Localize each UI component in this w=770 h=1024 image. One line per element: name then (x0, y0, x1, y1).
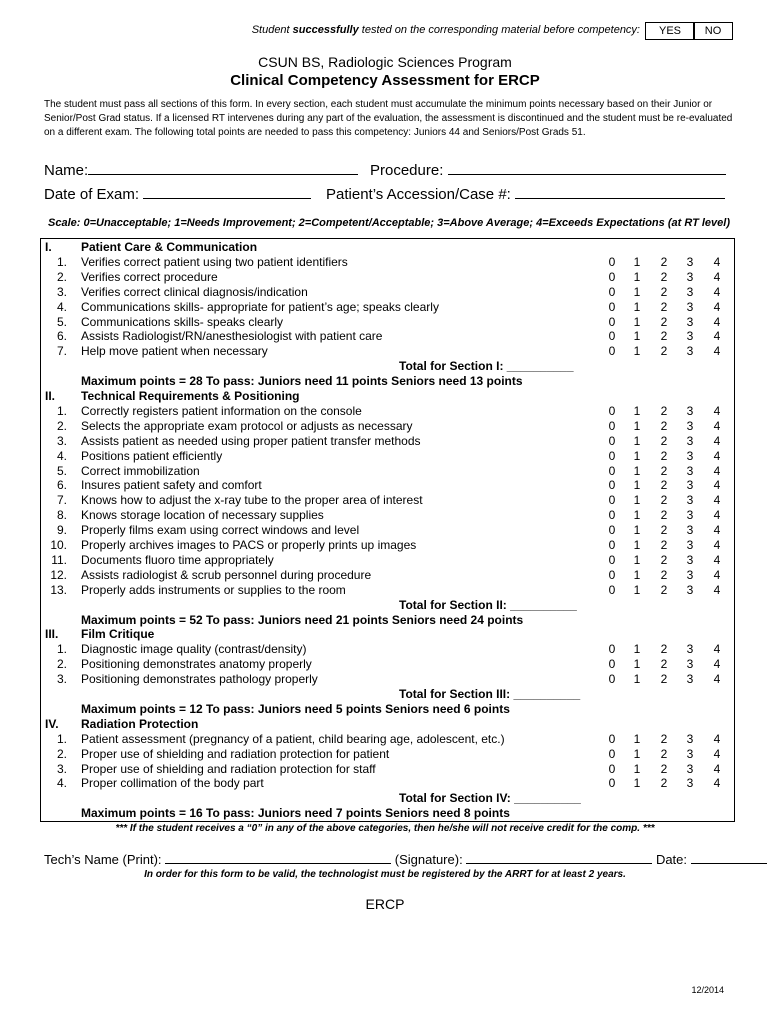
section-number: III. (45, 627, 59, 642)
criterion-text: Documents fluoro time appropriately (81, 552, 274, 567)
score-option-0[interactable]: 0 (608, 299, 616, 314)
criterion-text: Proper collimation of the body part (81, 776, 264, 791)
competency-question: Student successfully tested on the corresponding material before competency: (251, 24, 640, 36)
score-option-1[interactable]: 1 (633, 269, 641, 284)
section-max-points: Maximum points = 16 To pass: Juniors need 7 points Seniors need 8 points (81, 806, 510, 821)
score-option-2[interactable]: 2 (660, 418, 668, 433)
criterion-row (41, 300, 734, 315)
score-option-3[interactable]: 3 (686, 478, 694, 493)
score-option-4[interactable]: 4 (713, 657, 721, 672)
score-option-3[interactable]: 3 (686, 508, 694, 523)
criterion-text: Positioning demonstrates anatomy properly (81, 657, 312, 672)
footer-procedure: ERCP (365, 896, 405, 912)
criterion-row (41, 419, 734, 434)
criterion-text: Positioning demonstrates pathology properly (81, 672, 318, 687)
score-option-1[interactable]: 1 (633, 463, 641, 478)
item-number: 4. (56, 299, 67, 314)
score-option-1[interactable]: 1 (633, 657, 641, 672)
score-option-1[interactable]: 1 (633, 746, 641, 761)
score-option-3[interactable]: 3 (686, 314, 694, 329)
signature-line (44, 852, 767, 867)
item-number: 13. (50, 582, 67, 597)
item-number: 4. (56, 448, 67, 463)
no-checkbox[interactable]: NO (693, 22, 733, 40)
score-option-0[interactable]: 0 (608, 344, 616, 359)
score-option-4[interactable]: 4 (713, 448, 721, 463)
item-number: 1. (56, 731, 67, 746)
score-option-2[interactable]: 2 (660, 731, 668, 746)
score-option-4[interactable]: 4 (713, 582, 721, 597)
program-name: CSUN BS, Radiologic Sciences Program (258, 54, 512, 70)
item-number: 7. (56, 493, 67, 508)
section-header (41, 240, 734, 255)
score-option-3[interactable]: 3 (686, 672, 694, 687)
criterion-text: Properly films exam using correct windows and level (81, 523, 360, 538)
score-option-0[interactable]: 0 (608, 538, 616, 552)
score-option-3[interactable]: 3 (686, 567, 694, 582)
section-max-points: Maximum points = 28 To pass: Juniors need 11 points Seniors need 13 points (81, 374, 523, 389)
criterion-row (41, 657, 734, 672)
score-option-3[interactable]: 3 (686, 538, 694, 552)
criterion-row (41, 449, 734, 464)
score-option-4[interactable]: 4 (713, 478, 721, 493)
criterion-row (41, 672, 734, 687)
score-option-3[interactable]: 3 (686, 582, 694, 597)
criterion-text: Assists radiologist & scrub personnel during procedure (81, 567, 372, 582)
score-option-4[interactable]: 4 (713, 538, 721, 552)
score-option-4[interactable]: 4 (713, 731, 721, 746)
item-number: 2. (56, 657, 67, 672)
score-option-1[interactable]: 1 (633, 538, 641, 552)
signature-field[interactable] (466, 852, 652, 864)
score-option-2[interactable]: 2 (660, 746, 668, 761)
name-field[interactable] (44, 160, 358, 179)
score-option-1[interactable]: 1 (633, 418, 641, 433)
score-option-2[interactable]: 2 (660, 269, 668, 284)
name-line[interactable] (88, 160, 358, 175)
score-option-4[interactable]: 4 (713, 746, 721, 761)
score-option-0[interactable]: 0 (608, 567, 616, 582)
criterion-text: Patient assessment (pregnancy of a patient, child bearing age, adolescent, etc.) (81, 731, 505, 746)
criterion-text: Verifies correct patient using two patient identifiers (81, 254, 348, 269)
criterion-text: Correct immobilization (81, 463, 200, 478)
item-number: 5. (56, 314, 67, 329)
score-option-4[interactable]: 4 (713, 463, 721, 478)
section-header (41, 627, 734, 642)
item-number: 10. (50, 538, 67, 552)
score-option-4[interactable]: 4 (713, 344, 721, 359)
criterion-row (41, 508, 734, 523)
item-number: 11. (51, 552, 67, 567)
criterion-text: Assists Radiologist/RN/anesthesiologist with patient care (81, 329, 383, 344)
exam-date-line[interactable] (143, 184, 311, 199)
procedure-field[interactable] (370, 160, 726, 179)
criterion-text: Help move patient when necessary (81, 344, 268, 359)
score-option-3[interactable]: 3 (686, 329, 694, 344)
item-number: 3. (56, 672, 67, 687)
score-option-1[interactable]: 1 (633, 433, 641, 448)
score-option-3[interactable]: 3 (686, 731, 694, 746)
criterion-row (41, 747, 734, 762)
score-option-4[interactable]: 4 (713, 418, 721, 433)
exam-date-label: Date of Exam: (44, 186, 140, 203)
criterion-text: Positions patient efficiently (81, 448, 223, 463)
score-option-0[interactable]: 0 (608, 672, 616, 687)
score-option-0[interactable]: 0 (608, 761, 616, 776)
item-number: 2. (56, 269, 67, 284)
instructions: The student must pass all sections of this form. In every section, each student must accumulate the minimum points necessary based on their Junior or Senior/Post Grad status. If a licensed RT intervenes during any part of the evaluation, the assessment is discontinued and the student must be re-evaluated on a different exam. The following total points are needed to pass this competency: Juniors 44 and Seniors/Post Grads 51. (44, 99, 733, 138)
date-label: Date: (655, 852, 688, 867)
score-option-2[interactable]: 2 (660, 552, 668, 567)
score-option-4[interactable]: 4 (713, 552, 721, 567)
section-total: Total for Section I: __________ (399, 359, 574, 374)
score-option-2[interactable]: 2 (660, 284, 668, 299)
score-option-0[interactable]: 0 (608, 523, 616, 538)
item-number: 4. (56, 776, 67, 791)
criterion-text: Insures patient safety and comfort (81, 478, 262, 493)
exam-date-field[interactable] (44, 184, 311, 203)
score-option-2[interactable]: 2 (660, 299, 668, 314)
item-number: 8. (56, 508, 67, 523)
score-option-2[interactable]: 2 (660, 329, 668, 344)
score-option-2[interactable]: 2 (660, 403, 668, 418)
score-option-4[interactable]: 4 (713, 523, 721, 538)
score-option-1[interactable]: 1 (633, 552, 641, 567)
criterion-row (41, 404, 734, 419)
criterion-text: Assists patient as needed using proper patient transfer methods (81, 433, 421, 448)
score-option-4[interactable]: 4 (713, 403, 721, 418)
criterion-text: Proper use of shielding and radiation protection for staff (81, 761, 376, 776)
score-option-3[interactable]: 3 (686, 284, 694, 299)
score-option-4[interactable]: 4 (713, 493, 721, 508)
score-option-4[interactable]: 4 (713, 508, 721, 523)
score-option-1[interactable]: 1 (633, 582, 641, 597)
score-option-1[interactable]: 1 (633, 642, 641, 657)
section-max-points: Maximum points = 12 To pass: Juniors need 5 points Seniors need 6 points (81, 701, 510, 716)
item-number: 2. (56, 418, 67, 433)
score-option-1[interactable]: 1 (633, 776, 641, 791)
accession-label: Patient’s Accession/Case #: (326, 186, 511, 203)
score-option-4[interactable]: 4 (713, 672, 721, 687)
score-option-4[interactable]: 4 (713, 269, 721, 284)
score-option-3[interactable]: 3 (686, 657, 694, 672)
score-option-1[interactable]: 1 (633, 254, 641, 269)
item-number: 3. (56, 761, 67, 776)
item-number: 6. (56, 329, 67, 344)
score-option-4[interactable]: 4 (713, 284, 721, 299)
score-option-0[interactable]: 0 (608, 508, 616, 523)
criterion-row (41, 493, 734, 508)
score-option-0[interactable]: 0 (608, 403, 616, 418)
score-option-1[interactable]: 1 (633, 508, 641, 523)
score-option-3[interactable]: 3 (686, 552, 694, 567)
score-option-3[interactable]: 3 (686, 523, 694, 538)
section-title: Radiation Protection (81, 716, 199, 731)
score-option-3[interactable]: 3 (686, 493, 694, 508)
assessment-table (40, 238, 735, 822)
criterion-row (41, 762, 734, 777)
score-option-0[interactable]: 0 (608, 254, 616, 269)
score-option-0[interactable]: 0 (608, 657, 616, 672)
criterion-row (41, 553, 734, 568)
tech-name-label: Tech’s Name (Print): (44, 852, 162, 867)
item-number: 6. (56, 478, 67, 493)
criterion-row (41, 776, 734, 791)
score-option-3[interactable]: 3 (686, 642, 694, 657)
score-option-1[interactable]: 1 (633, 403, 641, 418)
item-number: 3. (56, 433, 67, 448)
score-option-1[interactable]: 1 (633, 731, 641, 746)
score-option-4[interactable]: 4 (713, 299, 721, 314)
score-option-4[interactable]: 4 (713, 254, 721, 269)
score-option-4[interactable]: 4 (713, 329, 721, 344)
section-title: Patient Care & Communication (81, 240, 258, 254)
criterion-row (41, 583, 734, 598)
item-number: 2. (56, 746, 67, 761)
criterion-text: Knows how to adjust the x-ray tube to the proper area of interest (81, 493, 423, 508)
accession-line[interactable] (515, 184, 725, 199)
criterion-text: Verifies correct clinical diagnosis/indication (81, 284, 308, 299)
section-number: I. (45, 240, 52, 254)
section-total: Total for Section II: __________ (399, 597, 577, 612)
score-option-3[interactable]: 3 (686, 344, 694, 359)
revision-date: 12/2014 (691, 985, 724, 995)
item-number: 1. (56, 642, 67, 657)
score-option-3[interactable]: 3 (686, 463, 694, 478)
item-number: 9. (56, 523, 67, 538)
score-option-2[interactable]: 2 (660, 582, 668, 597)
item-number: 3. (56, 284, 67, 299)
score-option-2[interactable]: 2 (660, 463, 668, 478)
score-option-2[interactable]: 2 (660, 448, 668, 463)
score-option-2[interactable]: 2 (660, 776, 668, 791)
procedure-line[interactable] (448, 160, 726, 175)
score-option-3[interactable]: 3 (686, 433, 694, 448)
item-number: 12. (50, 567, 67, 582)
criterion-row (41, 732, 734, 747)
score-option-0[interactable]: 0 (608, 463, 616, 478)
criterion-text: Communications skills- speaks clearly (81, 314, 284, 329)
criterion-text: Properly adds instruments or supplies to the room (81, 582, 346, 597)
score-option-3[interactable]: 3 (686, 746, 694, 761)
score-option-0[interactable]: 0 (608, 776, 616, 791)
score-option-1[interactable]: 1 (633, 448, 641, 463)
score-option-0[interactable]: 0 (608, 493, 616, 508)
criterion-row (41, 285, 734, 300)
score-option-4[interactable]: 4 (713, 761, 721, 776)
score-option-3[interactable]: 3 (686, 448, 694, 463)
score-option-1[interactable]: 1 (633, 567, 641, 582)
score-option-1[interactable]: 1 (633, 478, 641, 493)
section-title: Technical Requirements & Positioning (81, 389, 300, 403)
validity-note: In order for this form to be valid, the technologist must be registered by the ARRT for at least 2 years. (144, 869, 626, 880)
score-option-0[interactable]: 0 (608, 731, 616, 746)
score-option-2[interactable]: 2 (660, 672, 668, 687)
score-option-1[interactable]: 1 (633, 493, 641, 508)
criterion-text: Properly archives images to PACS or properly prints up images (81, 538, 417, 552)
score-option-0[interactable]: 0 (608, 478, 616, 493)
score-option-0[interactable]: 0 (608, 284, 616, 299)
procedure-label: Procedure: (370, 162, 444, 179)
score-option-1[interactable]: 1 (633, 523, 641, 538)
score-option-4[interactable]: 4 (713, 776, 721, 791)
score-option-0[interactable]: 0 (608, 746, 616, 761)
criterion-text: Diagnostic image quality (contrast/density) (81, 642, 307, 657)
score-option-2[interactable]: 2 (660, 642, 668, 657)
section-number: IV. (45, 716, 59, 731)
criterion-row (41, 538, 734, 553)
score-option-4[interactable]: 4 (713, 642, 721, 657)
score-option-3[interactable]: 3 (686, 299, 694, 314)
score-option-2[interactable]: 2 (660, 567, 668, 582)
item-number: 1. (56, 254, 67, 269)
section-header (41, 717, 734, 732)
score-option-0[interactable]: 0 (608, 448, 616, 463)
criterion-row (41, 434, 734, 449)
criterion-row (41, 523, 734, 538)
competency-line (0, 24, 770, 40)
criterion-row (41, 568, 734, 583)
form-title: Clinical Competency Assessment for ERCP (230, 72, 540, 89)
criterion-row (41, 329, 734, 344)
score-option-1[interactable]: 1 (633, 299, 641, 314)
score-option-1[interactable]: 1 (633, 284, 641, 299)
signature-label: (Signature): (394, 852, 463, 867)
criterion-row (41, 642, 734, 657)
criterion-text: Knows storage location of necessary supplies (81, 508, 324, 523)
criterion-text: Correctly registers patient information on the console (81, 403, 362, 418)
score-option-3[interactable]: 3 (686, 761, 694, 776)
score-option-3[interactable]: 3 (686, 776, 694, 791)
scale-legend: Scale: 0=Unacceptable; 1=Needs Improvement; 2=Competent/Acceptable; 3=Above Average; 4=Exceeds Expectations (at RT level) (48, 217, 730, 229)
yes-checkbox[interactable]: YES (645, 22, 695, 40)
score-option-0[interactable]: 0 (608, 582, 616, 597)
score-option-1[interactable]: 1 (633, 314, 641, 329)
score-option-2[interactable]: 2 (660, 493, 668, 508)
accession-field[interactable] (326, 184, 725, 203)
score-option-0[interactable]: 0 (608, 418, 616, 433)
score-option-4[interactable]: 4 (713, 567, 721, 582)
date-line[interactable] (691, 852, 767, 864)
score-option-2[interactable]: 2 (660, 433, 668, 448)
score-option-2[interactable]: 2 (660, 508, 668, 523)
section-total: Total for Section IV: __________ (399, 791, 581, 806)
score-option-2[interactable]: 2 (660, 314, 668, 329)
criterion-text: Communications skills- appropriate for patient’s age; speaks clearly (81, 299, 439, 314)
score-option-0[interactable]: 0 (608, 433, 616, 448)
item-number: 1. (56, 403, 67, 418)
score-option-3[interactable]: 3 (686, 403, 694, 418)
score-option-1[interactable]: 1 (633, 761, 641, 776)
section-max-points: Maximum points = 52 To pass: Juniors need 21 points Seniors need 24 points (81, 612, 524, 627)
score-option-2[interactable]: 2 (660, 657, 668, 672)
score-option-0[interactable]: 0 (608, 552, 616, 567)
score-option-2[interactable]: 2 (660, 478, 668, 493)
score-option-2[interactable]: 2 (660, 344, 668, 359)
score-option-2[interactable]: 2 (660, 761, 668, 776)
item-number: 7. (56, 344, 67, 359)
score-option-4[interactable]: 4 (713, 433, 721, 448)
criterion-row (41, 315, 734, 330)
score-option-3[interactable]: 3 (686, 418, 694, 433)
score-option-0[interactable]: 0 (608, 314, 616, 329)
score-option-3[interactable]: 3 (686, 269, 694, 284)
criterion-row (41, 344, 734, 359)
score-option-2[interactable]: 2 (660, 538, 668, 552)
section-title: Film Critique (81, 627, 155, 642)
score-option-0[interactable]: 0 (608, 329, 616, 344)
criterion-row (41, 464, 734, 479)
score-option-4[interactable]: 4 (713, 314, 721, 329)
criterion-text: Verifies correct procedure (81, 269, 218, 284)
score-option-2[interactable]: 2 (660, 523, 668, 538)
criterion-row (41, 270, 734, 285)
score-option-0[interactable]: 0 (608, 269, 616, 284)
tech-name-line[interactable] (165, 852, 391, 864)
section-number: II. (45, 389, 56, 403)
score-option-1[interactable]: 1 (633, 329, 641, 344)
score-option-0[interactable]: 0 (608, 642, 616, 657)
criterion-row (41, 478, 734, 493)
score-option-2[interactable]: 2 (660, 254, 668, 269)
criterion-text: Selects the appropriate exam protocol or adjusts as necessary (81, 418, 413, 433)
criterion-row (41, 255, 734, 270)
zero-score-note: *** If the student receives a “0” in any of the above categories, then he/she will not receive credit for the comp. *** (115, 823, 655, 834)
criterion-text: Proper use of shielding and radiation protection for patient (81, 746, 390, 761)
score-option-3[interactable]: 3 (686, 254, 694, 269)
score-option-1[interactable]: 1 (633, 672, 641, 687)
section-total: Total for Section III: __________ (399, 687, 581, 701)
name-label: Name: (44, 162, 89, 179)
item-number: 5. (56, 463, 67, 478)
section-header (41, 389, 734, 404)
score-option-1[interactable]: 1 (633, 344, 641, 359)
